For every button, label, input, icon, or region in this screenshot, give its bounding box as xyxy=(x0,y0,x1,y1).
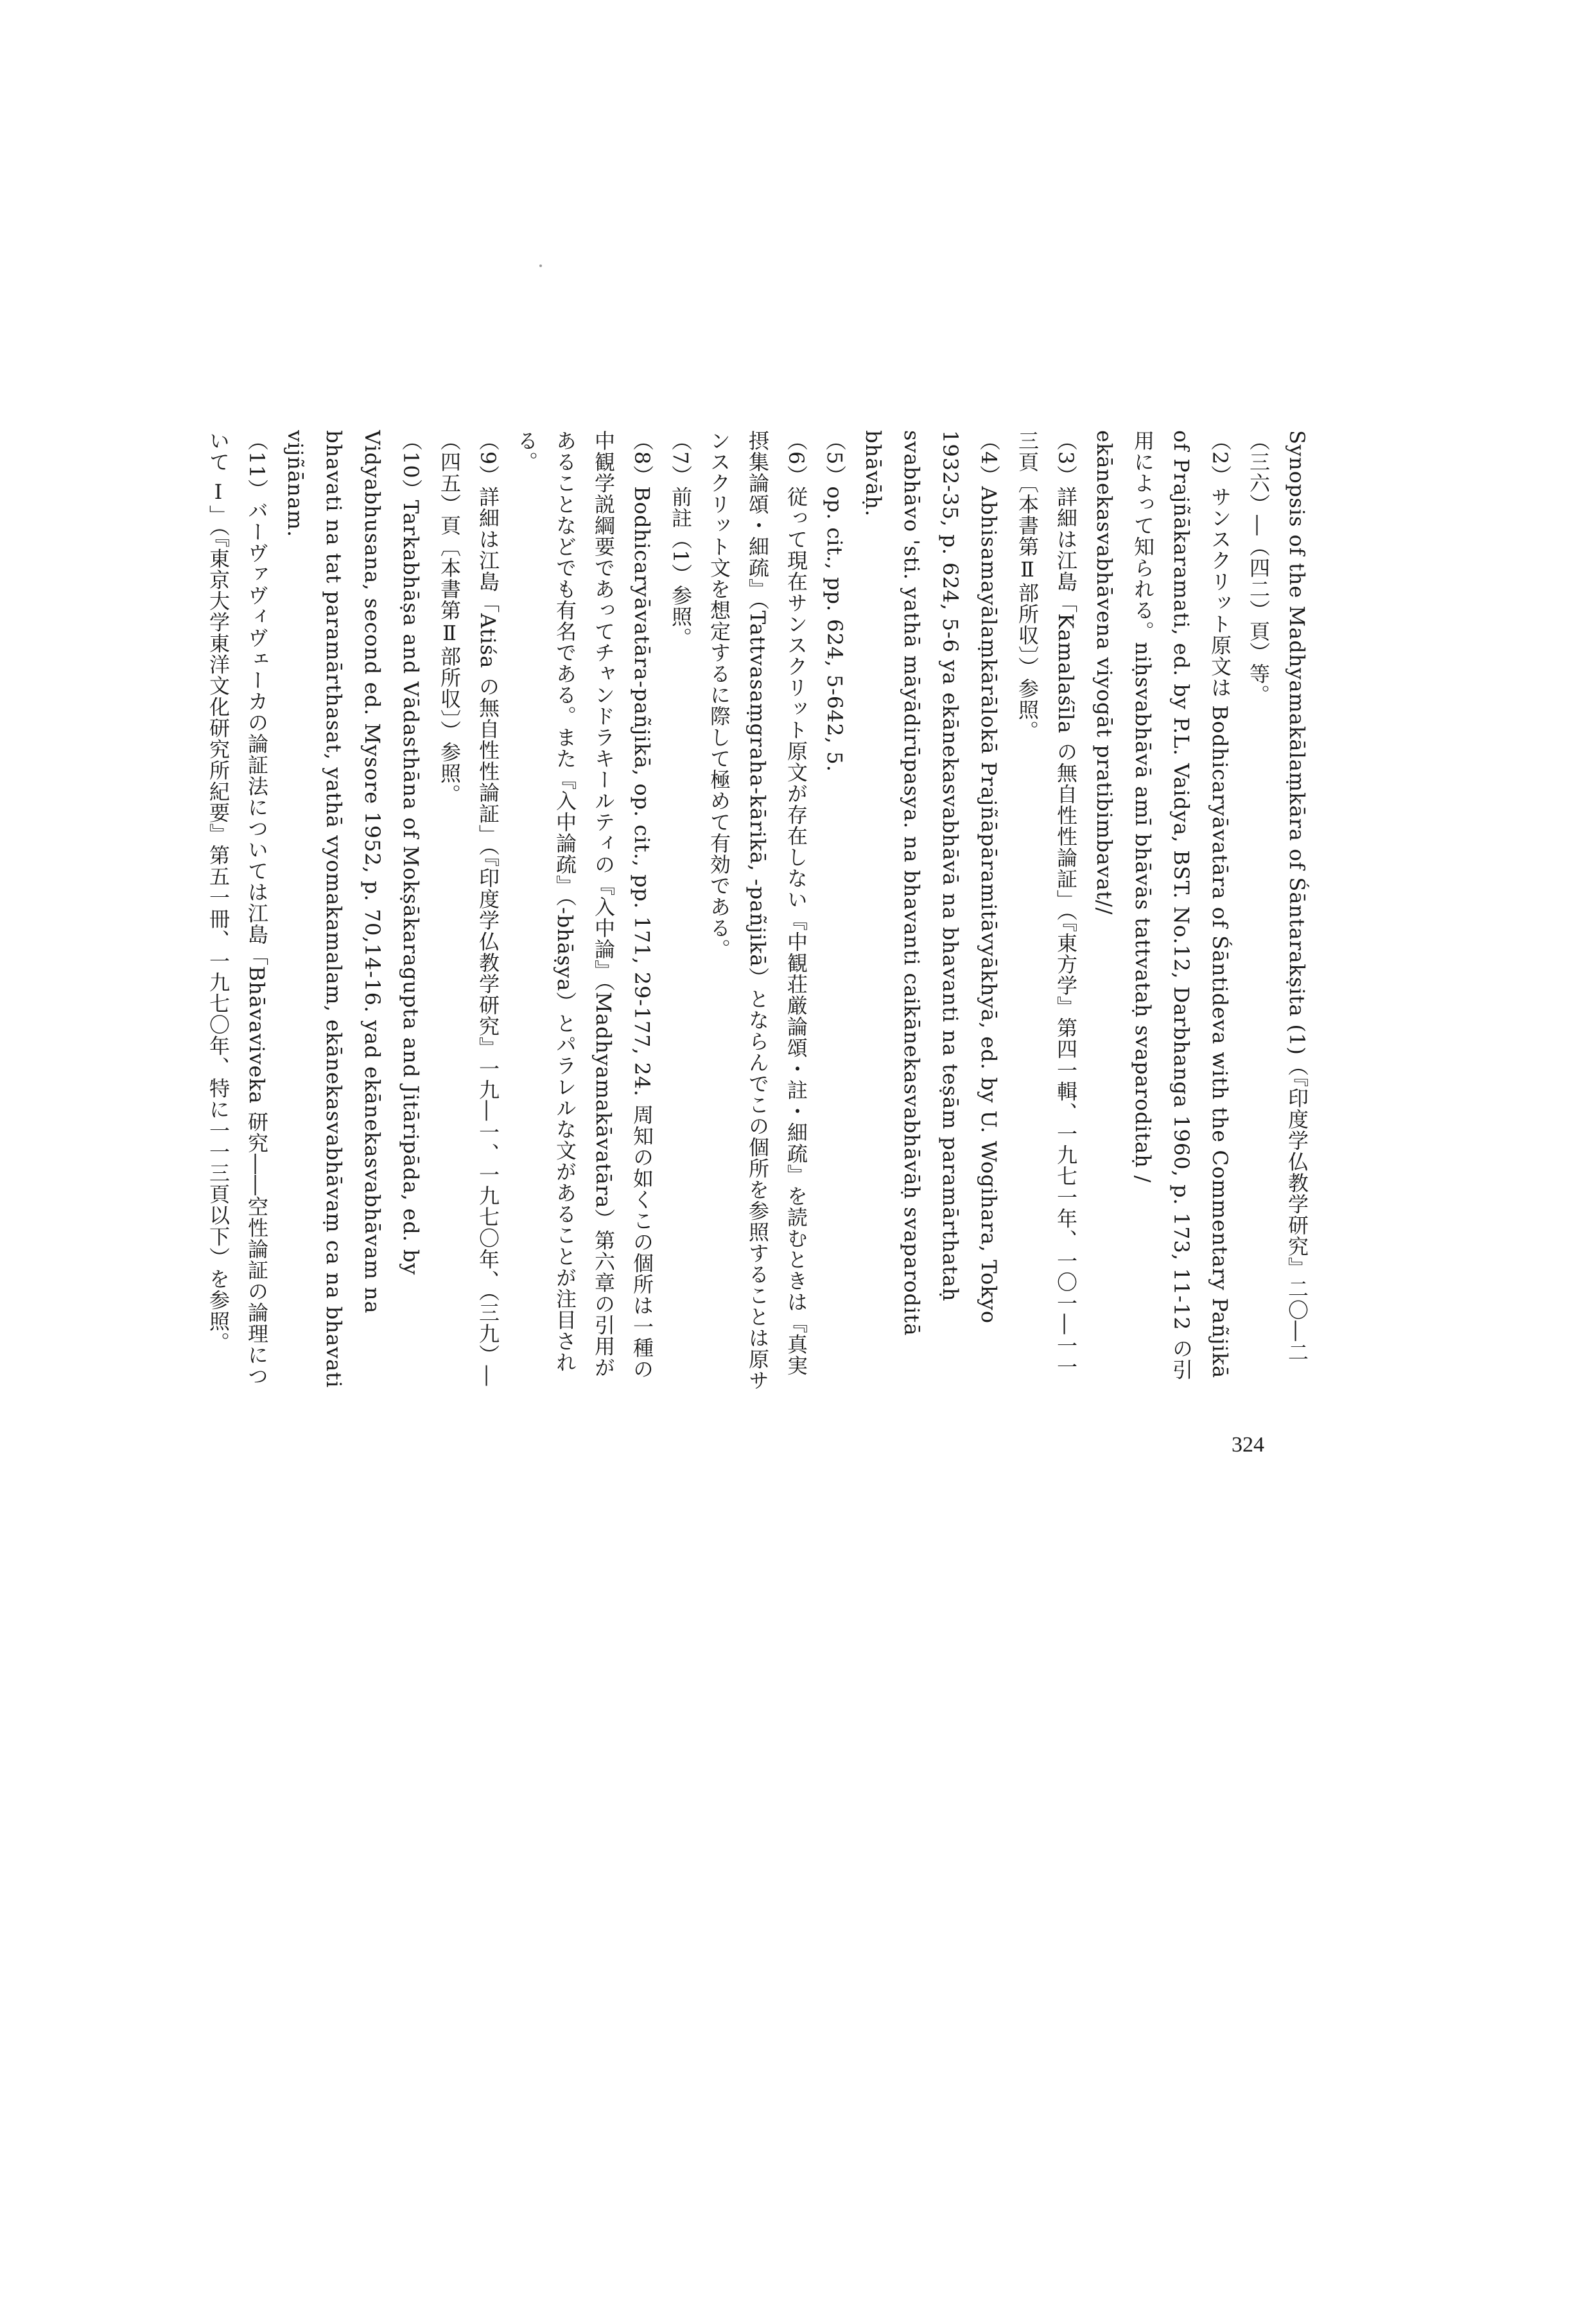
footnote-9 xyxy=(430,430,507,1393)
page-number: 324 xyxy=(1232,1433,1264,1457)
footnote-text: Synopsis of the Madhyamakālaṃkāra of Śāntarakṣita (1)（『印度学仏教学研究』二〇―二（三六）―（四二）頁）等。 xyxy=(1246,430,1309,1363)
footnote-number: （11） xyxy=(245,430,269,500)
footnote-text: 前註（1）参照。 xyxy=(668,486,693,648)
footnote-text: Bodhicaryāvatāra-pañjikā, op. cit., pp. 171, 29-177, 24. 周知の如くこの個所は一種の中観学説綱要であってチャンドラキールティの『入中論』（Madhyamakāvatāra）第六章の引用があることなどでも有名である。また『入中論疏』（-bhāṣya）とパラレルな文があることが注目される。 xyxy=(514,430,654,1380)
footnotes-block xyxy=(206,430,1316,1393)
footnote-number: （10） xyxy=(399,430,423,500)
stray-mark xyxy=(539,264,542,267)
footnote-3 xyxy=(1008,430,1085,1393)
footnote-number: （9） xyxy=(476,430,500,487)
footnote-number: （3） xyxy=(1054,430,1078,487)
footnote-text: バーヴァヴィヴェーカの論証法については江島「Bhāvaviveka 研究――空性論証の論理について Ⅰ」（『東京大学東洋文化研究所紀要』第五一冊、一九七〇年、特に一一三頁以下）を参照。 xyxy=(206,430,269,1387)
footnote-number: （4） xyxy=(977,430,1001,487)
footnote-text: 詳細は江島「Atiśa の無自性性論証」（『印度学仏教学研究』一九―一、一九七〇年、（三九）―（四五）頁〔本書第Ⅱ部所収〕）参照。 xyxy=(437,430,500,1387)
footnote-text: 詳細は江島「Kamalaśīla の無自性性論証」（『東方学』第四一輯、一九七一年、一〇一―一一三頁〔本書第Ⅱ部所収〕）参照。 xyxy=(1015,430,1078,1378)
footnote-number: （5） xyxy=(823,430,847,487)
footnote-text: op. cit., pp. 624, 5-642, 5. xyxy=(823,486,847,772)
footnote-1-continuation xyxy=(1239,430,1316,1393)
footnote-text: Tarkabhāṣa and Vādasthāna of Mokṣākaragupta and Jitāripāda, ed. by Vidyabhusana, second ed. Mysore 1952, p. 70,14-16. yad ekānekasvabhāvam na bhavati na tat paramārthasat, yathā vyomakamalam, ekānekasvabhāvaṃ ca na bhavati vijñānam. xyxy=(283,430,423,1389)
footnote-5 xyxy=(815,430,854,1393)
footnote-10 xyxy=(276,430,430,1393)
footnote-11 xyxy=(199,430,276,1393)
footnote-text: Abhisamayālaṃkārālokā Prajñāpāramitāvyākhyā, ed. by U. Wogihara, Tokyo 1932-35, p. 624, 5-6 ya ekānekasvabhāvā na bhavanti na teṣām paramārthataḥ svabhāvo 'sti. yathā māyādirūpasya. na bhavanti caikānekasvabhāvāḥ svaparoditā bhāvāḥ. xyxy=(861,430,1001,1337)
footnote-8 xyxy=(507,430,661,1393)
footnote-text: サンスクリット原文は Bodhicaryāvatāra of Śāntideva with the Commentary Pañjikā of Prajñākaramati, ed. by P.L. Vaidya, BST. No.12, Darbhanga 1960, p. 173, 11-12 の引用によって知られる。niḥsvabhāvā amī bhāvās tattvataḥ svaparoditaḥ / ekānekasvabhāvena viyogāt pratibimbavat// xyxy=(1092,430,1232,1380)
footnote-number: （7） xyxy=(668,430,693,487)
footnote-4 xyxy=(854,430,1008,1393)
footnote-7 xyxy=(661,430,700,1393)
footnote-number: （6） xyxy=(784,430,808,487)
footnote-number: （2） xyxy=(1208,430,1232,487)
footnote-text: 従って現在サンスクリット原文が存在しない『中観荘厳論頌・註・細疏』を読むときは『真実摂集論頌・細疏』（Tattvasaṃgraha-kārikā, -pañjikā）とならんでこの個所を参照することは原サンスクリット文を想定するに際して極めて有効である。 xyxy=(707,430,808,1391)
footnote-6 xyxy=(700,430,815,1393)
footnote-number: （8） xyxy=(630,430,654,487)
footnote-2 xyxy=(1085,430,1239,1393)
